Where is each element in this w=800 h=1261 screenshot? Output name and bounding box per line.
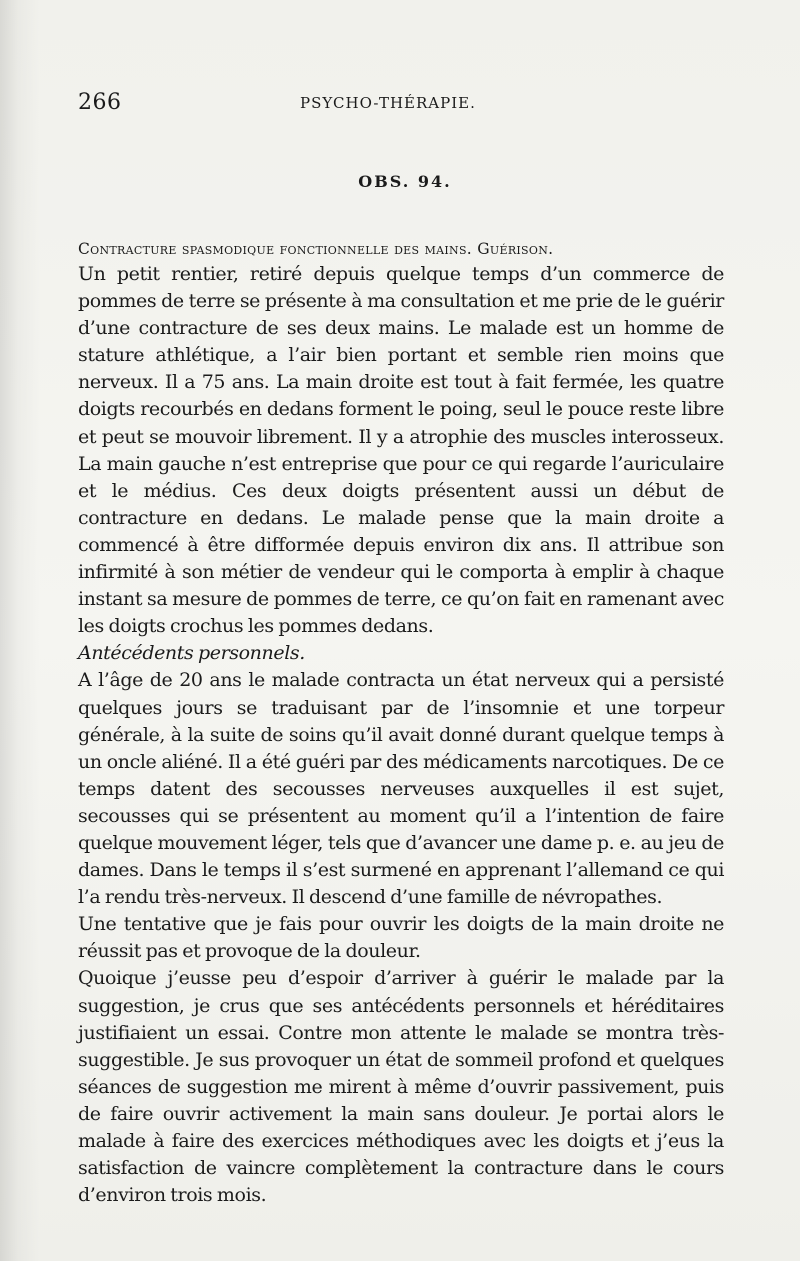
subheading: Antécédents personnels. [78,642,305,665]
observation-heading: OBS. 94. [358,172,452,191]
paragraph: Un petit rentier, retiré depuis quelque temps d’un commerce de pommes de terre se présente à ma consultation et me prie de le guérir d’une contracture de ses deux mains. Le malade est un homme de stature athlétique, a l’air bien portant et semble rien moins que nerveux. Il a 75 ans. La main droite est tout à fait fermée, les quatre doigts recourbés en dedans forment le poing, seul le pouce reste libre et peut se mouvoir librement. Il y a atrophie des muscles interosseux. La main gauche n’est entreprise que pour ce qui regarde l’auriculaire et le médius. Ces deux doigts présentent aussi un début de contracture en dedans. Le malade pense que la main droite a commencé à être difformée depuis environ dix ans. Il attribue son infirmité à son métier de vendeur qui le comporta à emplir à chaque instant sa mesure de pommes de terre, ce qu’on fait en ramenant avec les doigts crochus les pommes dedans. [78,263,724,638]
running-title: PSYCHO-THÉRAPIE. [300,94,476,112]
paragraph: A l’âge de 20 ans le malade contracta un état nerveux qui a persisté quelques jours se traduisant par de l’insomnie et une torpeur générale, à la suite de soins qu’il avait donné durant quelque temps à un oncle aliéné. Il a été guéri par des médicaments narcotiques. De ce temps datent des secousses nerveuses auxquelles il est sujet, secousses qui se présentent au moment qu’il a l’intention de faire quelque mouvement léger, tels que d’avancer une dame p. e. au jeu de dames. Dans le temps il s’est surmené en apprenant l’allemand ce qui l’a rendu très-nerveux. Il descend d’une famille de névropathes. [78,669,724,909]
paragraph: Quoique j’eusse peu d’espoir d’arriver à guérir le malade par la suggestion, je crus que ses antécédents personnels et héréditaires justifiaient un essai. Contre mon attente le malade se montra très-suggestible. Je sus provoquer un état de sommeil profond et quelques séances de suggestion me mirent à même d’ouvrir passivement, puis de faire ouvrir activement la main sans douleur. Je portai alors le malade à faire des exercices méthodiques avec les doigts et j’eus la satisfaction de vaincre complètement la contracture dans le cours d’environ trois mois. [78,967,724,1207]
running-header [78,90,724,118]
page-number: 266 [78,90,122,115]
body-text [78,261,724,1209]
paragraph: Une tentative que je fais pour ouvrir les doigts de la main droite ne réussit pas et provoque de la douleur. [78,913,724,963]
case-title: Contracture spasmodique fonctionnelle des mains. Guérison. [78,240,554,258]
